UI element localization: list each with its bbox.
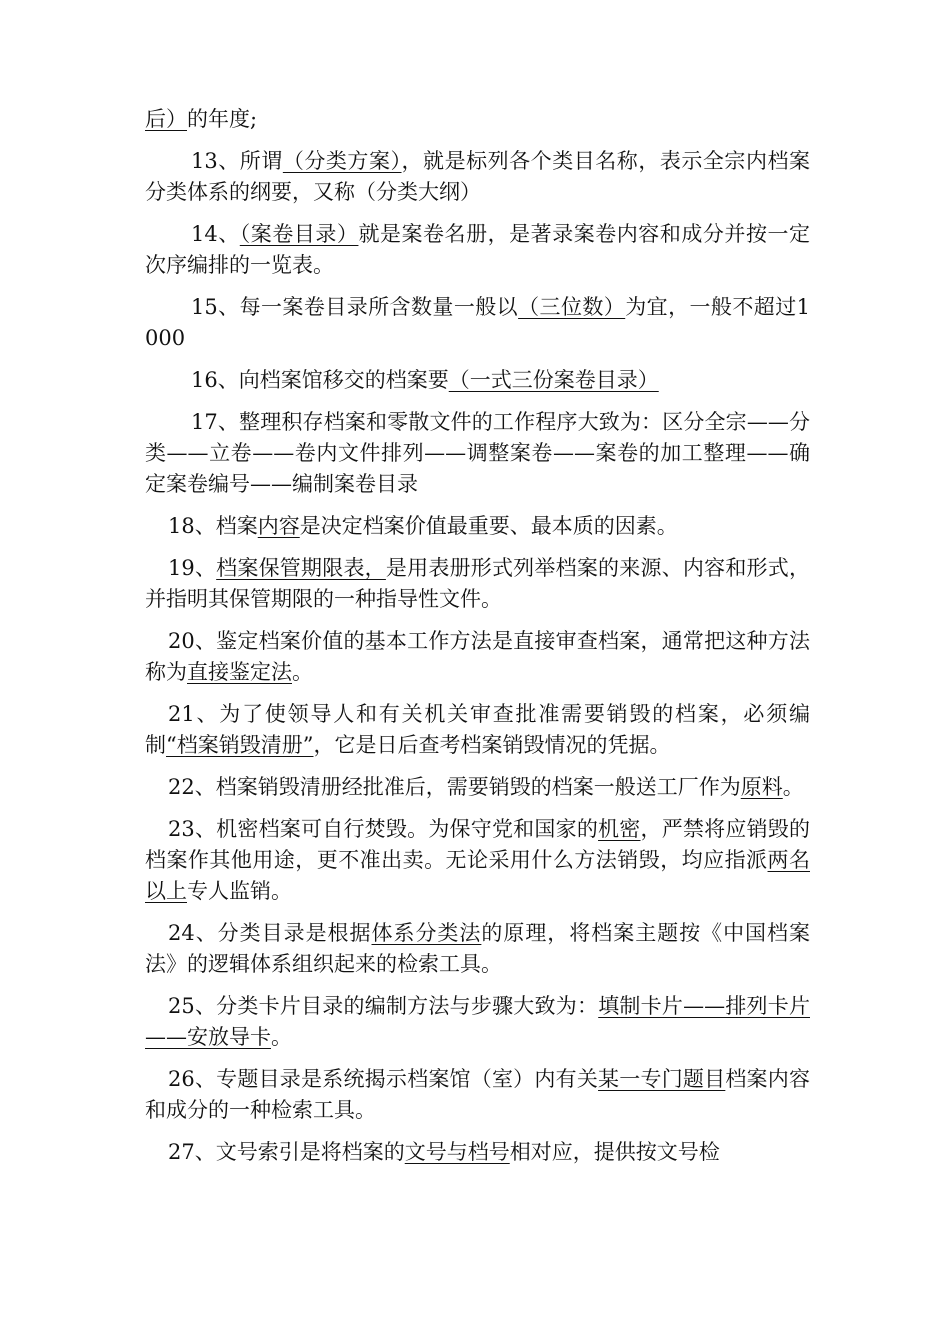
answer-underline: 后） bbox=[145, 107, 187, 131]
paragraph-item-21 bbox=[145, 699, 810, 761]
paragraph-item-15 bbox=[145, 292, 810, 354]
paragraph-item-27 bbox=[145, 1137, 810, 1168]
answer-underline: “档案销毁清册” bbox=[166, 733, 314, 757]
text-segment: 相对应，提供按文号检 bbox=[509, 1140, 720, 1164]
text-segment: 是用表册形式列举档案的来源、内容和形式，并指明其保管期限的一种指导性文件。 bbox=[145, 556, 810, 611]
paragraph-item-14 bbox=[145, 219, 810, 281]
paragraph-item-20 bbox=[145, 626, 810, 688]
text-segment: ，就是标列各个类目名称，表示全宗内档案分类体系的纲要，又称（分类大纲） bbox=[145, 149, 811, 204]
answer-underline: 某一专门题目 bbox=[598, 1067, 726, 1091]
text-segment: 27、文号索引是将档案的 bbox=[168, 1140, 405, 1164]
text-segment: 15、每一案卷目录所含数量一般以 bbox=[191, 295, 519, 319]
text-segment: 20、鉴定档案价值的基本工作方法是直接审查档案，通常把这种方法称为 bbox=[145, 629, 810, 684]
text-segment: ，严禁将应销毁的档案作其他用途，更不准出卖。无论采用什么方法销毁，均应指派 bbox=[145, 817, 810, 872]
paragraph-item-24 bbox=[145, 918, 810, 980]
text-segment: 是决定档案价值最重要、最本质的因素。 bbox=[299, 514, 678, 538]
answer-underline: （一式三份案卷目录） bbox=[448, 368, 659, 392]
answer-underline: 体系分类法 bbox=[371, 921, 482, 945]
answer-underline: 机密 bbox=[598, 817, 641, 841]
paragraph-item-22 bbox=[145, 772, 810, 803]
text-segment: 24、分类目录是根据 bbox=[168, 921, 372, 945]
text-segment: 的年度; bbox=[187, 107, 258, 131]
text-segment: ，它是日后查考档案销毁情况的凭据。 bbox=[313, 733, 671, 757]
answer-underline: 直接鉴定法 bbox=[187, 660, 292, 684]
text-segment: 16、向档案馆移交的档案要 bbox=[191, 368, 449, 392]
paragraph-item-13 bbox=[145, 146, 810, 208]
text-segment: 25、分类卡片目录的编制方法与步骤大致为： bbox=[168, 994, 599, 1018]
answer-underline: 内容 bbox=[257, 514, 300, 538]
paragraph-item-18 bbox=[145, 511, 810, 542]
text-segment: 23、机密档案可自行焚毁。为保守党和国家的 bbox=[168, 817, 599, 841]
paragraph-item-17 bbox=[145, 407, 810, 500]
document-page bbox=[145, 104, 810, 1168]
paragraph-item-23 bbox=[145, 814, 810, 907]
text-segment: 。 bbox=[782, 775, 804, 799]
text-segment: 就是案卷名册，是著录案卷内容和成分并按一定次序编排的一览表。 bbox=[145, 222, 810, 277]
text-segment: 21、为了使领导人和有关机关审查批准需要销毁的档案，必须编制 bbox=[145, 702, 810, 757]
text-segment: 的原理，将档案主题按《中国档案法》的逻辑体系组织起来的检索工具。 bbox=[145, 921, 811, 976]
answer-underline: 档案保管期限表， bbox=[216, 556, 386, 580]
text-segment: 26、专题目录是系统揭示档案馆（室）内有关 bbox=[168, 1067, 599, 1091]
paragraph-item-19 bbox=[145, 553, 810, 615]
text-segment: 专人监销。 bbox=[187, 879, 292, 903]
text-segment: 档案内容和成分的一种检索工具。 bbox=[145, 1067, 810, 1122]
text-segment: 18、档案 bbox=[168, 514, 258, 538]
answer-underline: （分类方案） bbox=[282, 149, 402, 173]
text-segment: 。 bbox=[292, 660, 313, 684]
answer-underline: 填制卡片——排列卡片——安放导卡 bbox=[145, 994, 810, 1049]
answer-underline: 原料 bbox=[740, 775, 783, 799]
answer-underline: （案卷目录） bbox=[239, 222, 359, 246]
text-segment: 为宜，一般不超过1000 bbox=[145, 295, 810, 350]
paragraph-continuation bbox=[145, 104, 810, 135]
text-segment: 13、所谓 bbox=[191, 149, 283, 173]
text-segment: 17、整理积存档案和零散文件的工作程序大致为：区分全宗——分类——立卷——卷内文件排列——调整案卷——案卷的加工整理——确定案卷编号——编制案卷目录 bbox=[145, 410, 810, 496]
text-segment: 。 bbox=[271, 1025, 292, 1049]
answer-underline: 两名以上 bbox=[145, 848, 810, 903]
answer-underline: 文号与档号 bbox=[404, 1140, 510, 1164]
text-segment: 19、 bbox=[168, 556, 217, 580]
paragraph-item-16 bbox=[145, 365, 810, 396]
paragraph-item-25 bbox=[145, 991, 810, 1053]
text-segment: 14、 bbox=[191, 222, 240, 246]
paragraph-item-26 bbox=[145, 1064, 810, 1126]
answer-underline: （三位数） bbox=[518, 295, 626, 319]
text-segment: 22、档案销毁清册经批准后，需要销毁的档案一般送工厂作为 bbox=[168, 775, 741, 799]
